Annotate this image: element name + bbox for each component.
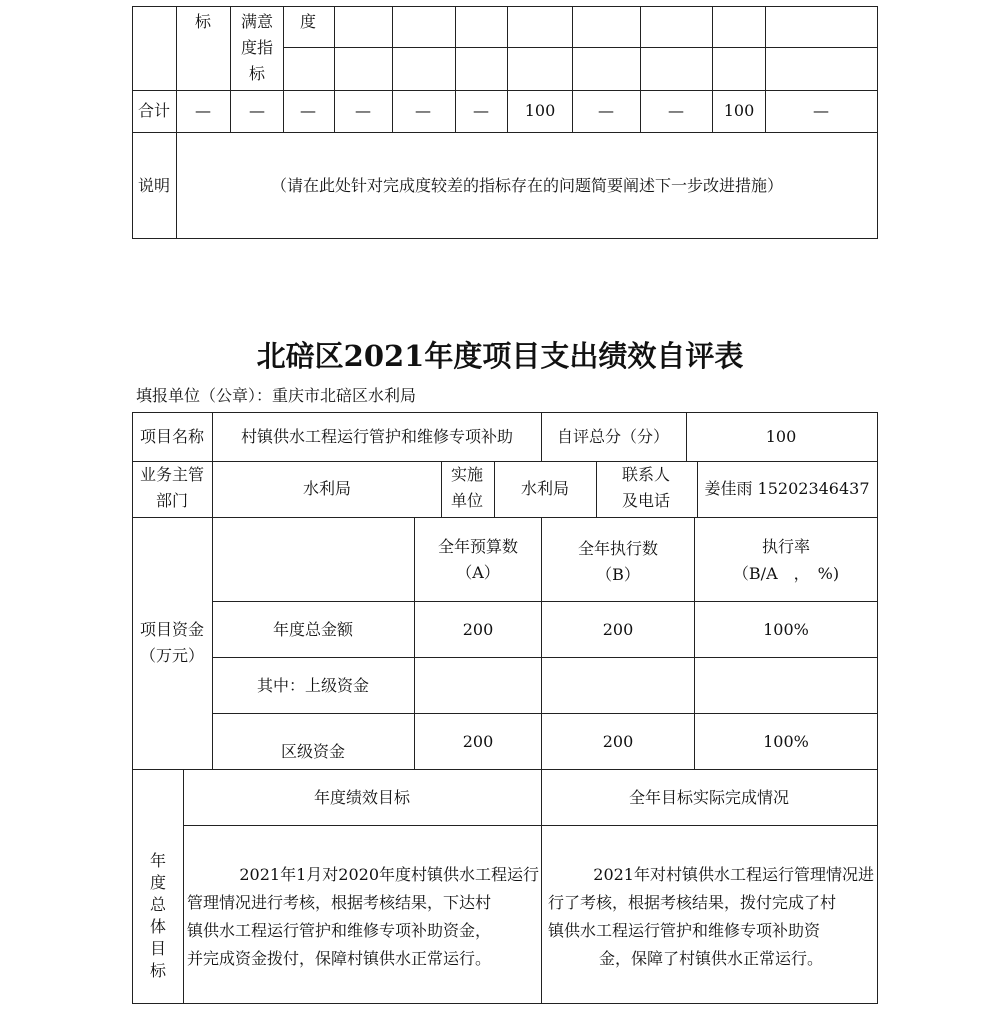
note-label: 说明 [137, 176, 171, 195]
funds-row-label: 年度总金额 [272, 620, 354, 639]
funds-row-budget: 200 [462, 732, 494, 751]
total-cell: — [300, 101, 316, 120]
goal-label: 年度 总体 目标 [149, 851, 166, 980]
dept-value: 水利局 [302, 479, 352, 498]
contact-label: 及电话 [621, 491, 671, 510]
funds-label: （万元） [139, 646, 205, 665]
impl-value: 水利局 [520, 479, 570, 498]
total-label: 合计 [137, 101, 171, 120]
project-name-label: 项目名称 [139, 427, 205, 446]
total-cell: 100 [524, 101, 556, 120]
actual-text: 2021年对村镇供水工程运行管理情况进 行了考核，根据考核结果，拨付完成了村 镇供水工程运行管护和维修专项补助资 金，保障了村镇供水正常运行。 [548, 865, 874, 968]
dept-label: 业务主管 [139, 465, 205, 484]
contact-label: 联系人 [621, 465, 671, 484]
note-text: （请在此处针对完成度较差的指标存在的问题简要阐述下一步改进措施） [270, 176, 784, 195]
total-cell: — [473, 101, 489, 120]
funds-row-label: 区级资金 [280, 742, 346, 761]
fragment-text: 度指 [240, 38, 274, 57]
rate-header: （B/A ， %) [732, 564, 840, 583]
filler-unit: 填报单位（公章）：重庆市北碚区水利局 [136, 386, 417, 405]
budget-header: （A） [456, 563, 500, 582]
total-cell: — [598, 101, 614, 120]
funds-row-budget: 200 [462, 620, 494, 639]
funds-row-rate: 100% [763, 732, 809, 751]
self-score-label: 自评总分（分） [556, 427, 670, 446]
fragment-text: 标 [194, 12, 212, 31]
funds-row-exec: 200 [602, 732, 634, 751]
exec-header: 全年执行数 [577, 539, 659, 558]
contact-value: 姜佳雨 15202346437 [704, 479, 870, 498]
budget-header: 全年预算数 [437, 537, 519, 556]
dept-label: 部门 [155, 491, 189, 510]
actual-header: 全年目标实际完成情况 [628, 788, 790, 807]
impl-label: 单位 [450, 491, 484, 510]
rate-header: 执行率 [761, 537, 811, 556]
fragment-text: 标 [248, 64, 266, 83]
goal-text: 2021年1月对2020年度村镇供水工程运行 管理情况进行考核，根据考核结果，下达村 镇供水工程运行管护和维修专项补助资金， 并完成资金拨付，保障村镇供水正常运行。 [187, 865, 539, 968]
funds-label: 项目资金 [139, 620, 205, 639]
project-name: 村镇供水工程运行管护和维修专项补助 [240, 427, 514, 446]
total-cell: — [195, 101, 211, 120]
fragment-text: 度 [299, 12, 317, 31]
funds-row-exec: 200 [602, 620, 634, 639]
total-cell: — [415, 101, 431, 120]
total-cell: — [668, 101, 684, 120]
page-title: 北碚区2021年度项目支出绩效自评表 [256, 339, 744, 373]
total-cell: 100 [723, 101, 755, 120]
funds-row-rate: 100% [763, 620, 809, 639]
self-score: 100 [765, 427, 797, 446]
funds-row-label: 其中：上级资金 [256, 676, 370, 695]
total-cell: — [249, 101, 265, 120]
total-cell: — [813, 101, 829, 120]
exec-header: （B） [596, 565, 640, 584]
fragment-text: 满意 [240, 12, 274, 31]
impl-label: 实施 [450, 465, 484, 484]
goal-header: 年度绩效目标 [313, 788, 411, 807]
total-cell: — [355, 101, 371, 120]
